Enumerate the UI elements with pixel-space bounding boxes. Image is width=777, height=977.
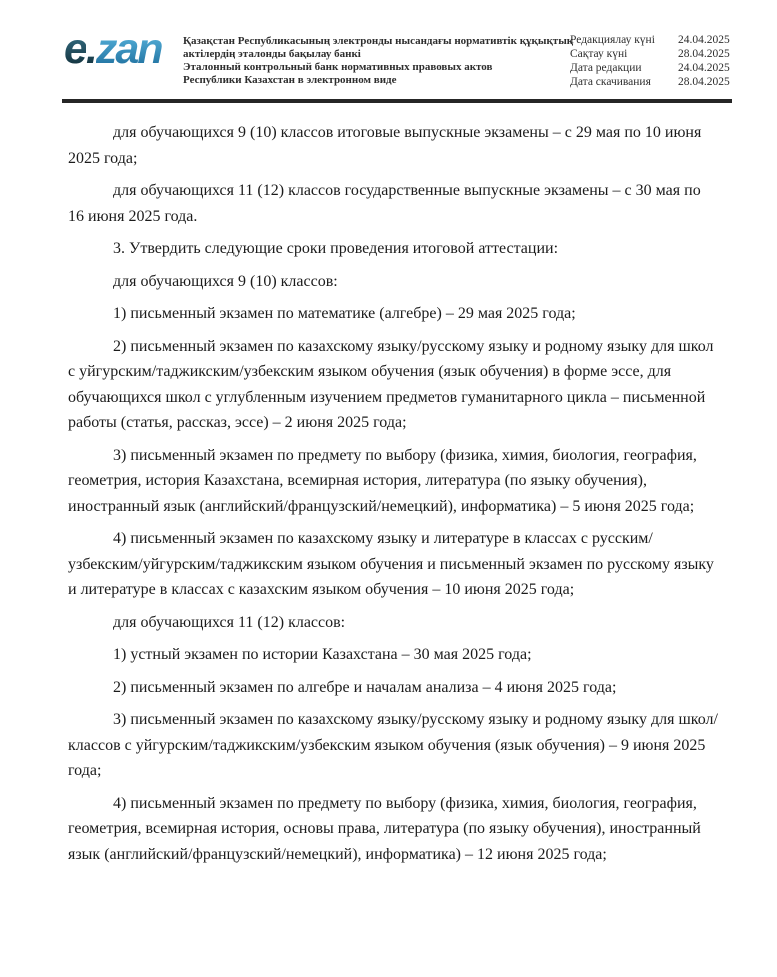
- paragraph: 1) устный экзамен по истории Казахстана – 30 мая 2025 года;: [113, 646, 532, 663]
- document-body: [68, 120, 720, 874]
- paragraph: 4) письменный экзамен по предмету по выбору (физика, химия, биология, география, геометрия, всемирная история, основы права, литература (по языку обучения), иностранный язык (английский/французский/немецкий), информатика) – 12 июня 2025 года;: [68, 794, 701, 863]
- paragraph: 3) письменный экзамен по казахскому языку/русскому языку и родному языку для школ/классов с уйгурским/таджикским/узбекским языком обучения (язык обучения) – 9 июня 2025 года;: [68, 711, 718, 779]
- meta-value: 28.04.2025: [678, 48, 730, 60]
- bank-title: [183, 35, 578, 87]
- bank-title-line: Қазақстан Республикасының электронды нысандағы нормативтік құқықтық: [183, 35, 574, 47]
- meta-label: Дата скачивания: [570, 76, 651, 88]
- logo-text-dot: .: [85, 25, 96, 73]
- paragraph: для обучающихся 11 (12) классов:: [113, 613, 346, 631]
- meta-label: Редакциялау күні: [570, 34, 655, 46]
- paragraph: для обучающихся 9 (10) классов:: [113, 272, 338, 290]
- paragraph: для обучающихся 9 (10) классов итоговые выпускные экзамены – с 29 мая по 10 июня 2025 года;: [68, 124, 702, 167]
- meta-value: 28.04.2025: [678, 76, 730, 88]
- paragraph: 3. Утвердить следующие сроки проведения итоговой аттестации:: [113, 240, 559, 257]
- bank-title-line: Республики Казахстан в электронном виде: [183, 74, 397, 86]
- paragraph: 1) письменный экзамен по математике (алгебре) – 29 мая 2025 года;: [113, 305, 576, 322]
- meta-label: Дата редакции: [570, 62, 642, 74]
- paragraph: 4) письменный экзамен по казахскому языку и литературе в классах с русским/узбекским/уйгурским/таджикским языком обучения и письменный экзамен по русскому языку и литературе в классах с казахским языком обучения – 10 июня 2025 года;: [68, 530, 714, 598]
- meta-row: [570, 33, 730, 47]
- bank-title-line: Эталонный контрольный банк нормативных правовых актов: [183, 61, 493, 73]
- meta-value: 24.04.2025: [678, 34, 730, 46]
- meta-value: 24.04.2025: [678, 62, 730, 74]
- meta-panel: [570, 33, 730, 89]
- meta-row: [570, 47, 730, 61]
- meta-row: [570, 61, 730, 75]
- bank-title-line: актілердің эталонды бақылау банкі: [183, 48, 361, 60]
- ezan-logo: [64, 25, 162, 73]
- header-rule: [62, 99, 732, 103]
- meta-row: [570, 75, 730, 89]
- paragraph: для обучающихся 11 (12) классов государственные выпускные экзамены – с 30 мая по 16 июня 2025 года.: [68, 182, 701, 225]
- paragraph: 3) письменный экзамен по предмету по выбору (физика, химия, биология, география, геометрия, история Казахстана, всемирная история, литература (по языку обучения), иностранный язык (английский/французский/немецкий), информатика) – 5 июня 2025 года;: [68, 446, 697, 515]
- logo-text-e: e: [64, 25, 86, 73]
- logo-text-zan: zan: [95, 25, 162, 73]
- paragraph: 2) письменный экзамен по алгебре и началам анализа – 4 июня 2025 года;: [113, 678, 617, 696]
- meta-label: Сақтау күні: [570, 48, 628, 60]
- paragraph: 2) письменный экзамен по казахскому языку/русскому языку и родному языку для школ с уйгурским/таджикским/узбекским языком обучения (язык обучения) в форме эссе, для обучающихся школ с углубленным изучением предметов гуманитарного цикла – письменной работы (статья, рассказ, эссе) – 2 июня 2025 года;: [68, 337, 714, 431]
